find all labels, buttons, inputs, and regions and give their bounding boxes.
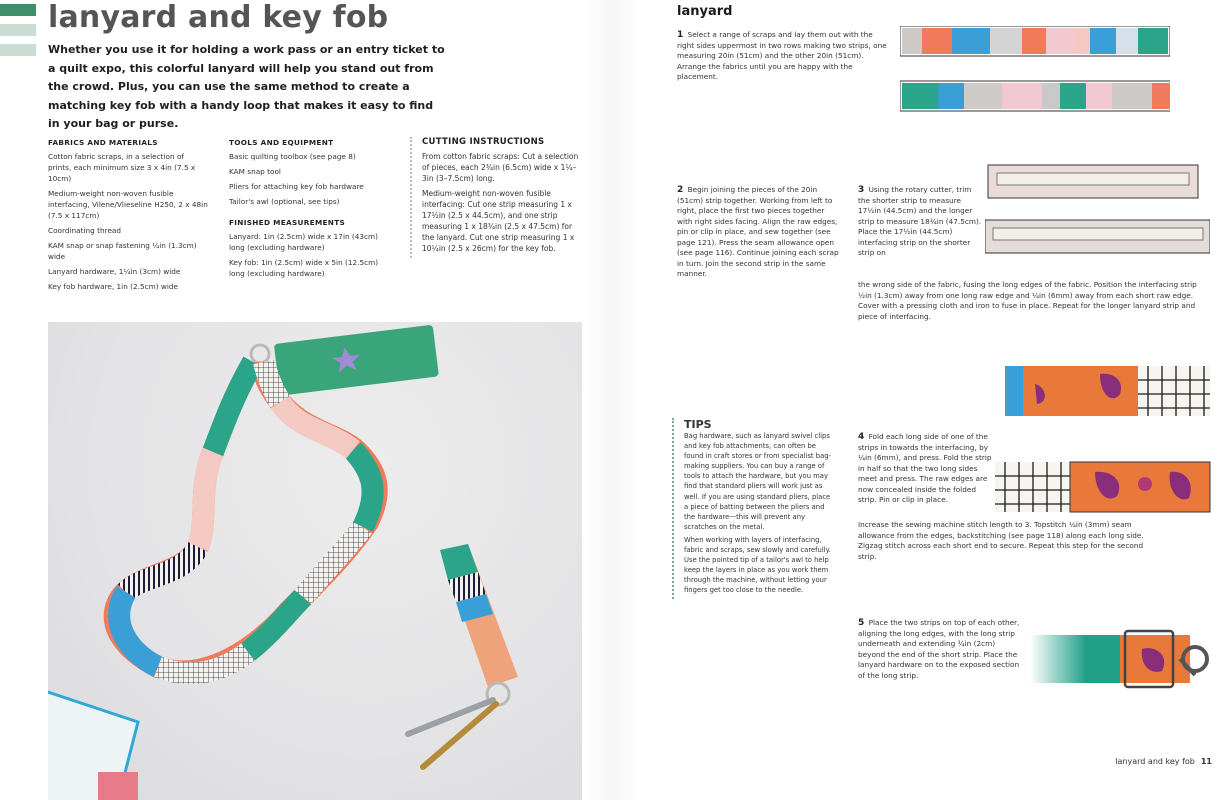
fabrics-materials-column xyxy=(48,137,208,296)
fabric-item: Key fob hardware, 1in (2.5cm) wide xyxy=(48,282,179,291)
fabric-item: Medium-weight non-woven fusible interfacing, Vilene/Vlieseline H250, 2 x 48in (7.5 x 117cm) xyxy=(48,189,208,220)
step-4-continued xyxy=(858,520,1158,562)
intro-paragraph: Whether you use it for holding a work pass or an entry ticket to a quilt expo, this colorful lanyard will help you stand out from the crowd. Plus, you can use the same method to create a matching key fob with a handy loop that makes it easy to find in your bag or purse. xyxy=(48,43,445,130)
step-text: Using the rotary cutter, trim the shorter strip to measure 17½in (44.5cm) and the longer strip to measure 18¾in (47.5cm). Place the 17½in (44.5cm) interfacing strip on the shorter strip on xyxy=(858,185,982,257)
tab-bar-light xyxy=(0,44,36,56)
step-text: Begin joining the pieces of the 20in (51cm) strip together. Working from left to right, place the first two pieces together with right sides facing. Align the raw edges, pin or clip in place, and sew together (see page 121). Press the seam allowance open (see page 116). Continue joining each scrap in turn. Join the second strip in the same manner. xyxy=(677,185,839,278)
fabric-item: KAM snap or snap fastening ¼in (1.3cm) wide xyxy=(48,241,197,261)
folio-label: lanyard and key fob xyxy=(1115,757,1195,766)
step-text: Increase the sewing machine stitch length to 3. Topstitch ¼in (3mm) seam allowance from the edges, backstitching (see page 118) along each long side. Zigzag stitch across each short end to secure. Repeat this step for the second strip. xyxy=(858,520,1144,561)
lanyard-photo xyxy=(48,322,582,800)
page-folio xyxy=(1115,757,1212,766)
page-title: lanyard and key fob xyxy=(48,0,389,35)
interfacing-strip-short xyxy=(988,165,1198,198)
measurement-item: Key fob: 1in (2.5cm) wide x 5in (12.5cm) long (excluding hardware) xyxy=(229,258,379,278)
step-1-fabric-strips xyxy=(900,26,1170,116)
tool-item: Basic quilting toolbox (see page 8) xyxy=(229,152,356,161)
book-corner xyxy=(48,692,138,800)
step-text: Place the two strips on top of each other, aligning the long edges, with the long strip underneath and extending ¾in (2cm) beyond the end of the short strip. Place the lanyard hardware on to the exposed section of the long strip. xyxy=(858,618,1020,680)
strip-row-1 xyxy=(900,26,1170,56)
cutting-heading: CUTTING INSTRUCTIONS xyxy=(422,137,545,147)
interfacing-strip-long xyxy=(985,220,1210,253)
step-number: 4 xyxy=(858,432,865,442)
step-text: Fold each long side of one of the strips in towards the interfacing, by ¼in (6mm), and press. Fold the strip in half so that the two long sides meet and press. The raw edges are now concealed inside the folded strip. Pin or clip in place. xyxy=(858,432,992,504)
step-number: 3 xyxy=(858,185,865,195)
step-4 xyxy=(858,432,993,506)
fabric-item: Cotton fabric scraps, in a selection of prints, each minimum size 3 x 4in (7.5 x 10cm) xyxy=(48,152,196,183)
measurement-item: Lanyard: 1in (2.5cm) wide x 17in (43cm) long (excluding hardware) xyxy=(229,232,379,252)
tab-bar-dark xyxy=(0,4,36,16)
step-number: 2 xyxy=(677,185,684,195)
tips-heading: TIPS xyxy=(684,418,712,431)
gutter-shadow xyxy=(583,0,643,800)
step-3-continued xyxy=(858,280,1198,322)
tools-heading: TOOLS AND EQUIPMENT xyxy=(229,138,334,147)
lanyard-heading: lanyard xyxy=(677,4,733,19)
tip-paragraph: Bag hardware, such as lanyard swivel clips and key fob attachments, can often be found in craft stores or from specialist bag-making suppliers. You can buy a range of tools to attach the hardware, but you may find that standard pliers will work just as well. If you are using standard pliers, place a piece of batting between the pliers and the hardware—this will prevent any scratches on the metal. xyxy=(684,432,831,531)
cutting-item: From cotton fabric scraps: Cut a selection of pieces, each 2¾in (6.5cm) wide x 1¼–3in (3–7.5cm) long. xyxy=(422,152,579,183)
fabric-item: Lanyard hardware, 1¼in (3cm) wide xyxy=(48,267,181,276)
step-4-folded-strip xyxy=(1005,364,1210,419)
step-3-interfacing-strips xyxy=(985,163,1210,258)
step-1 xyxy=(677,30,887,83)
step-4-topstitched-strip xyxy=(995,460,1215,515)
id-card xyxy=(274,325,439,396)
lanyard-photo-illustration xyxy=(48,322,582,800)
tool-item: Pliers for attaching key fob hardware xyxy=(229,182,364,191)
step-number: 1 xyxy=(677,30,684,40)
tools-column xyxy=(229,137,389,283)
strip-row-2 xyxy=(900,81,1170,111)
page-number: 11 xyxy=(1200,757,1212,766)
fabrics-heading: FABRICS AND MATERIALS xyxy=(48,138,158,147)
step-5-hardware-attached xyxy=(1030,625,1215,695)
step-number: 5 xyxy=(858,618,865,628)
tool-item: Tailor's awl (optional, see tips) xyxy=(229,197,340,206)
cutting-instructions-column xyxy=(410,137,585,258)
finished-measurements-heading: FINISHED MEASUREMENTS xyxy=(229,218,346,227)
tip-paragraph: When working with layers of interfacing, fabric and scraps, sew slowly and carefully. Use the pointed tip of a tailor's awl to help keep the layers in place as you work them through the machine, without letting your fingers get too close to the needle. xyxy=(684,535,831,595)
tool-item: KAM snap tool xyxy=(229,167,281,176)
tab-bar-light xyxy=(0,24,36,36)
cutting-item: Medium-weight non-woven fusible interfacing: Cut one strip measuring 1 x 17½in (2.5 x 44.5cm), and one strip measuring 1 x 18¾in (2.5 x 47.5cm) for the lanyard. Cut one strip measuring 1 x 10¼in (2.5 x 26cm) for the key fob. xyxy=(422,189,575,253)
step-2 xyxy=(677,185,842,280)
step-text: Select a range of scraps and lay them out with the right sides uppermost in two rows making two strips, one measuring 20in (51cm) and the other 20in (51cm). Arrange the fabrics until you are happy with the placement. xyxy=(677,30,887,81)
tips-box xyxy=(672,418,832,599)
section-tab-bars xyxy=(0,4,36,64)
key-fob xyxy=(408,544,518,767)
fabric-item: Coordinating thread xyxy=(48,226,122,235)
step-3 xyxy=(858,185,983,259)
step-5 xyxy=(858,618,1023,681)
step-text: the wrong side of the fabric, fusing the long edges of the fabric. Position the interfacing strip ½in (1.3cm) away from one long raw edge and ¼in (6mm) away from each short raw edge. Cover with a pressing cloth and iron to fuse in place. Repeat for the longer lanyard strip and piece of interfacing. xyxy=(858,280,1197,321)
